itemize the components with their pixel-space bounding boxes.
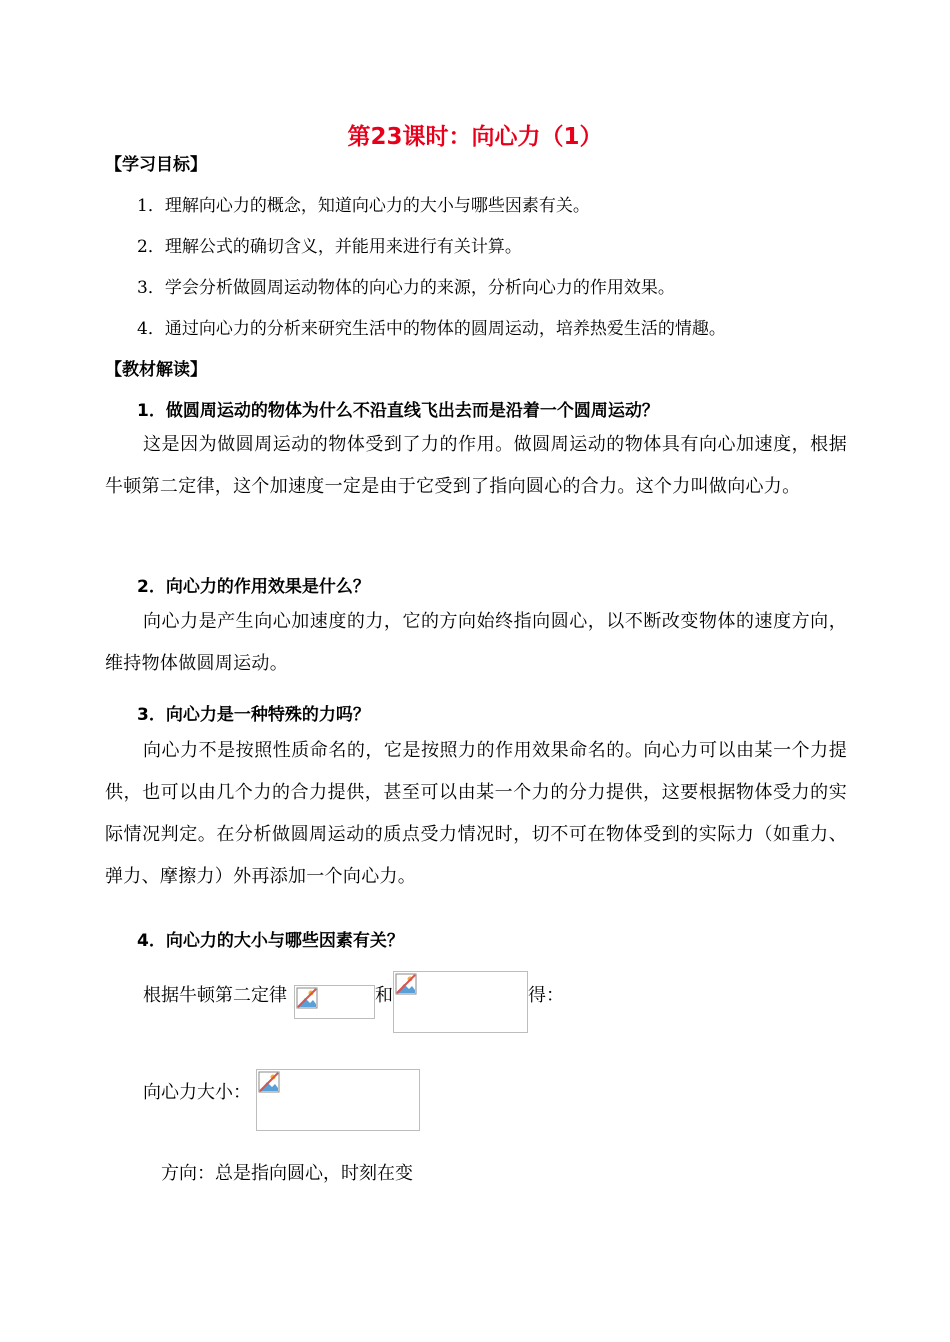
broken-image-icon xyxy=(395,973,417,995)
goal-item: 1．理解向心力的概念，知道向心力的大小与哪些因素有关。 xyxy=(137,196,590,216)
answer-paragraph: 向心力不是按照性质命名的，它是按照力的作用效果命名的。向心力可以由某一个力提供，也可以由几个力的合力提供，甚至可以由某一个力的分力提供，这要根据物体受力的实际情况判定。在分析做圆周运动的质点受力情况时，切不可在物体受到的实际力（如重力、弹力、摩擦力）外再添加一个向心力。 xyxy=(105,740,847,887)
broken-image-icon xyxy=(296,987,318,1009)
question-heading: 4．向心力的大小与哪些因素有关？ xyxy=(137,931,404,951)
formula-image xyxy=(256,1069,420,1131)
answer-paragraph: 这是因为做圆周运动的物体受到了力的作用。做圆周运动的物体具有向心加速度，根据牛顿第二定律，这个加速度一定是由于它受到了指向圆心的合力。这个力叫做向心力。 xyxy=(105,434,847,497)
question-heading: 3．向心力是一种特殊的力吗？ xyxy=(137,705,370,725)
goal-item: 4．通过向心力的分析来研究生活中的物体的圆周运动，培养热爱生活的情趣。 xyxy=(137,319,726,339)
formula-image xyxy=(393,971,528,1033)
page-title: 第23课时：向心力（1） xyxy=(347,124,603,150)
formula-suffix: 得： xyxy=(528,985,564,1006)
question-heading: 2．向心力的作用效果是什么？ xyxy=(137,577,370,597)
goals-header: 【学习目标】 xyxy=(105,155,207,175)
question-heading: 1．做圆周运动的物体为什么不沿直线飞出去而是沿着一个圆周运动？ xyxy=(137,401,659,421)
magnitude-label: 向心力大小： xyxy=(143,1082,251,1103)
formula-and: 和 xyxy=(375,985,393,1006)
reading-header: 【教材解读】 xyxy=(105,360,207,380)
formula-prefix: 根据牛顿第二定律 xyxy=(143,985,287,1006)
answer-paragraph: 向心力是产生向心加速度的力，它的方向始终指向圆心，以不断改变物体的速度方向，维持物体做圆周运动。 xyxy=(105,611,847,674)
broken-image-icon xyxy=(258,1071,280,1093)
formula-image xyxy=(294,985,375,1019)
direction-text: 方向：总是指向圆心，时刻在变 xyxy=(161,1163,413,1184)
goal-item: 3．学会分析做圆周运动物体的向心力的来源，分析向心力的作用效果。 xyxy=(137,278,675,298)
goal-item: 2．理解公式的确切含义，并能用来进行有关计算。 xyxy=(137,237,522,257)
